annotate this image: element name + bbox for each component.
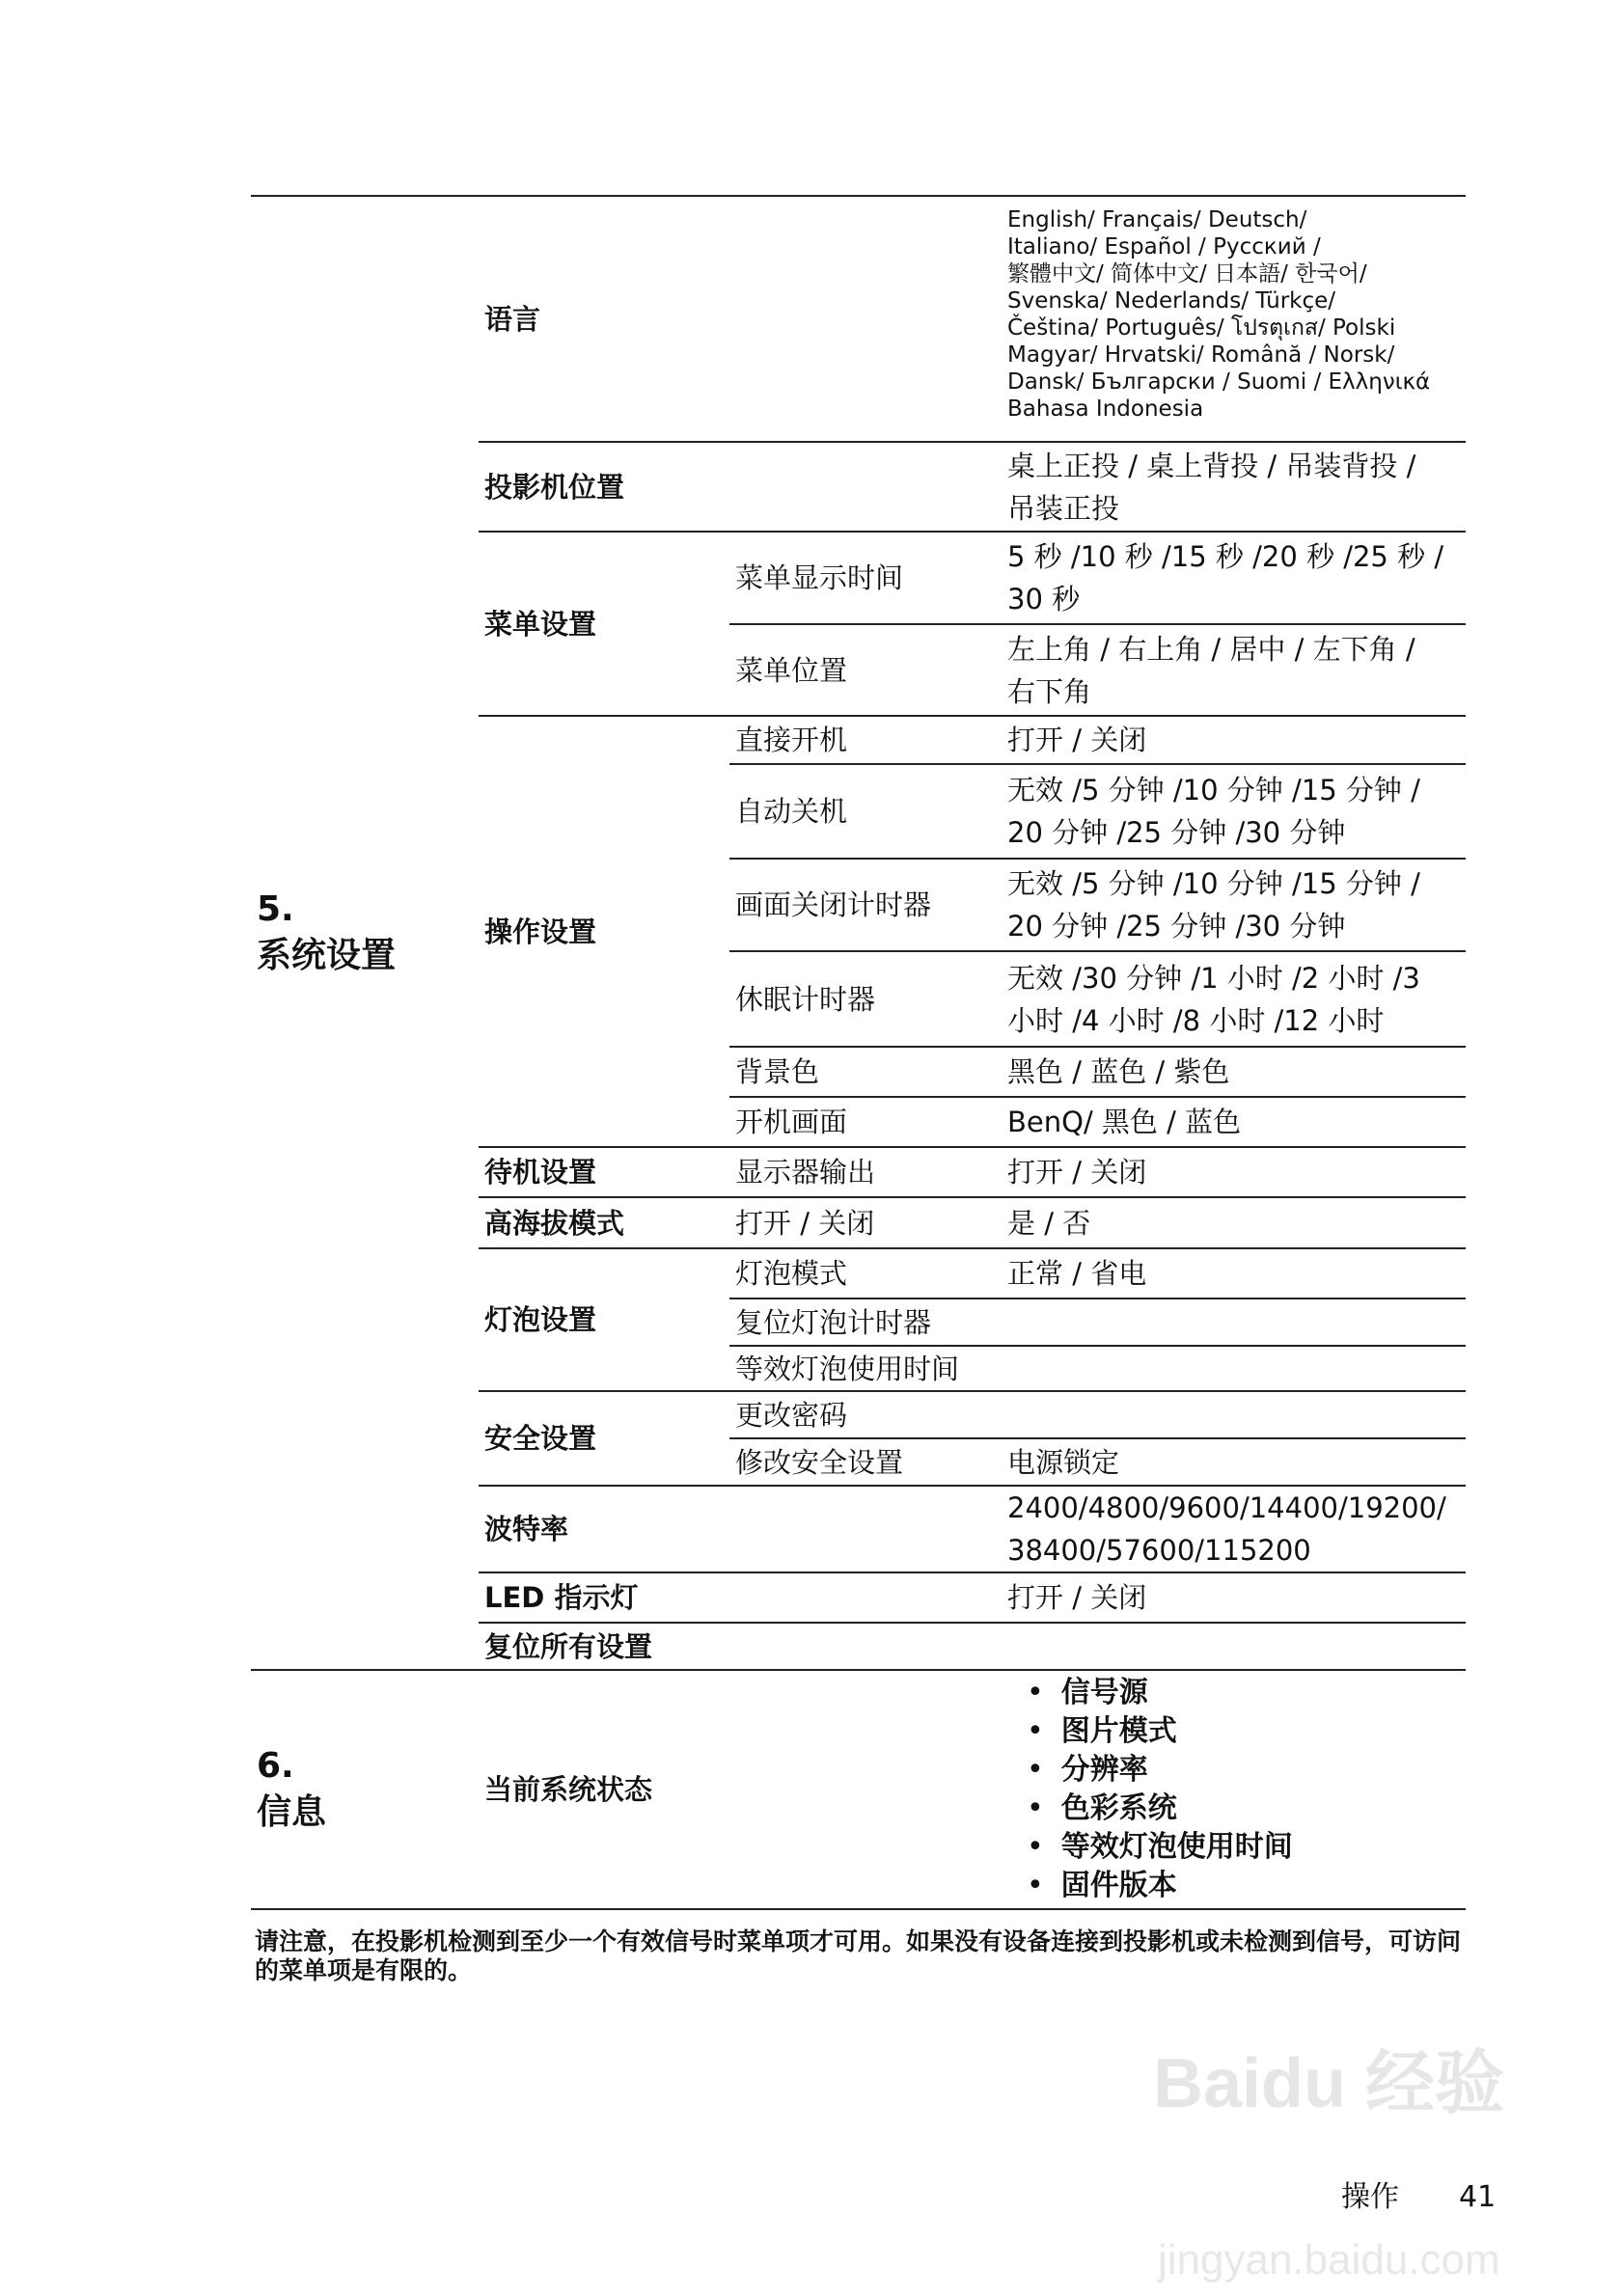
sub-item-label bbox=[729, 196, 1002, 442]
bullet-item: • 图片模式 bbox=[1027, 1712, 1460, 1751]
sub-item-label: 菜单显示时间 bbox=[729, 532, 1002, 624]
section-title: 6. 信息 bbox=[251, 1670, 479, 1909]
table-row bbox=[251, 1670, 1466, 1909]
option-values: 无效 /30 分钟 /1 小时 /2 小时 /3 小时 /4 小时 /8 小时 /12 小时 bbox=[1002, 951, 1466, 1047]
sub-item-label: 直接开机 bbox=[729, 716, 1002, 764]
group-label: 灯泡设置 bbox=[479, 1248, 729, 1391]
sub-item-label: 修改安全设置 bbox=[729, 1438, 1002, 1486]
bullet-item: • 固件版本 bbox=[1027, 1867, 1460, 1905]
page-number: 41 bbox=[1459, 2180, 1497, 2214]
option-values: 无效 /5 分钟 /10 分钟 /15 分钟 / 20 分钟 /25 分钟 /30 分钟 bbox=[1002, 859, 1466, 951]
bullet-list bbox=[1007, 1674, 1460, 1905]
bullet-item: • 等效灯泡使用时间 bbox=[1027, 1828, 1460, 1867]
group-label: 安全设置 bbox=[479, 1391, 729, 1486]
sub-item-label: 显示器输出 bbox=[729, 1147, 1002, 1197]
sub-item-label: 背景色 bbox=[729, 1047, 1002, 1097]
sub-item-label: 休眠计时器 bbox=[729, 951, 1002, 1047]
baidu-watermark: Baidu 经验 bbox=[1153, 2045, 1505, 2122]
option-values: 打开 / 关闭 bbox=[1002, 1572, 1466, 1623]
sub-item-label bbox=[729, 1486, 1002, 1572]
option-values bbox=[1002, 1391, 1466, 1438]
group-label: 投影机位置 bbox=[479, 442, 729, 532]
sub-item-label: 复位灯泡计时器 bbox=[729, 1298, 1002, 1346]
group-label: 当前系统状态 bbox=[479, 1670, 729, 1909]
sub-item-label: 更改密码 bbox=[729, 1391, 1002, 1438]
usage-note: 请注意，在投影机检测到至少一个有效信号时菜单项才可用。如果没有设备连接到投影机或未检测到信号，可访问的菜单项是有限的。 bbox=[255, 1927, 1462, 1984]
option-values: 2400/4800/9600/14400/19200/ 38400/57600/115200 bbox=[1002, 1486, 1466, 1572]
option-values bbox=[1002, 1346, 1466, 1391]
sub-item-label: 画面关闭计时器 bbox=[729, 859, 1002, 951]
sub-item-label: 开机画面 bbox=[729, 1097, 1002, 1147]
sub-item-label: 菜单位置 bbox=[729, 624, 1002, 716]
bullet-item: • 色彩系统 bbox=[1027, 1790, 1460, 1828]
footer-section: 操作 bbox=[1341, 2180, 1399, 2214]
sub-item-label bbox=[729, 1623, 1002, 1670]
section-title: 5. 系统设置 bbox=[251, 196, 479, 1670]
sub-item-label bbox=[729, 1670, 1002, 1909]
option-values: English/ Français/ Deutsch/ Italiano/ Español / Русский / 繁體中文/ 简体中文/ 日本語/ 한국어/ Svenska/ Nederlands/ Türkçe/ Čeština/ Português/ โปรตุเกส/ Polski Magyar/ Hrvatski/ Română / Norsk/ Dansk/ Български / Suomi / Ελληνικά Bahasa Indonesia bbox=[1002, 196, 1466, 442]
group-label: 高海拔模式 bbox=[479, 1197, 729, 1248]
option-values: 黑色 / 蓝色 / 紫色 bbox=[1002, 1047, 1466, 1097]
watermark-url: jingyan.baidu.com bbox=[1158, 2236, 1500, 2283]
group-label: 待机设置 bbox=[479, 1147, 729, 1197]
option-values: 打开 / 关闭 bbox=[1002, 716, 1466, 764]
bullet-item: • 信号源 bbox=[1027, 1674, 1460, 1712]
sub-item-label: 打开 / 关闭 bbox=[729, 1197, 1002, 1248]
sub-item-label: 等效灯泡使用时间 bbox=[729, 1346, 1002, 1391]
table-row bbox=[251, 196, 1466, 442]
group-label: LED 指示灯 bbox=[479, 1572, 729, 1623]
option-values bbox=[1002, 1298, 1466, 1346]
sub-item-label bbox=[729, 1572, 1002, 1623]
bullet-item: • 分辨率 bbox=[1027, 1751, 1460, 1790]
group-label: 复位所有设置 bbox=[479, 1623, 729, 1670]
group-label: 波特率 bbox=[479, 1486, 729, 1572]
group-label: 语言 bbox=[479, 196, 729, 442]
group-label: 菜单设置 bbox=[479, 532, 729, 716]
option-values bbox=[1002, 1623, 1466, 1670]
sub-item-label: 灯泡模式 bbox=[729, 1248, 1002, 1298]
group-label: 操作设置 bbox=[479, 716, 729, 1147]
option-values: 左上角 / 右上角 / 居中 / 左下角 / 右下角 bbox=[1002, 624, 1466, 716]
option-values: 是 / 否 bbox=[1002, 1197, 1466, 1248]
option-values: BenQ/ 黑色 / 蓝色 bbox=[1002, 1097, 1466, 1147]
option-values: 5 秒 /10 秒 /15 秒 /20 秒 /25 秒 / 30 秒 bbox=[1002, 532, 1466, 624]
option-values: 打开 / 关闭 bbox=[1002, 1147, 1466, 1197]
option-values bbox=[1002, 1670, 1466, 1909]
sub-item-label: 自动关机 bbox=[729, 764, 1002, 859]
option-values: 桌上正投 / 桌上背投 / 吊装背投 / 吊装正投 bbox=[1002, 442, 1466, 532]
option-values: 正常 / 省电 bbox=[1002, 1248, 1466, 1298]
menu-settings-table bbox=[251, 195, 1466, 1910]
option-values: 电源锁定 bbox=[1002, 1438, 1466, 1486]
option-values: 无效 /5 分钟 /10 分钟 /15 分钟 / 20 分钟 /25 分钟 /30 分钟 bbox=[1002, 764, 1466, 859]
sub-item-label bbox=[729, 442, 1002, 532]
